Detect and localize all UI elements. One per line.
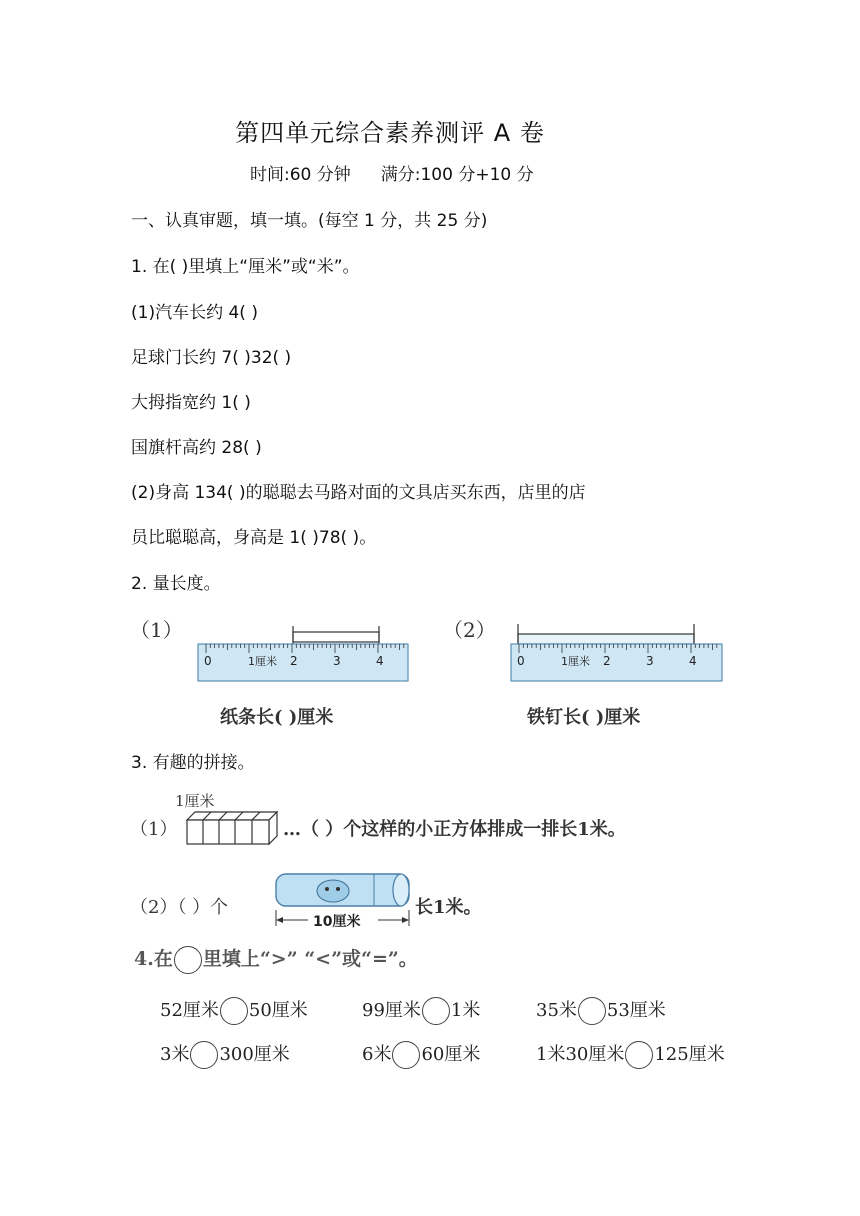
section-1-heading: 一、认真审题，填一填。(每空 1 分，共 25 分) <box>131 211 488 231</box>
q1-prompt: 1. 在( )里填上“厘米”或“米”。 <box>131 257 360 277</box>
tube-length-label: 10厘米 <box>313 914 361 930</box>
answer-circle-icon <box>174 946 202 974</box>
q1-item: 足球门长约 7( )32( ) <box>131 348 292 368</box>
cube-label: 1厘米 <box>175 792 215 810</box>
tick-label: 0 <box>204 654 212 668</box>
q1-item: 国旗杆高约 28( ) <box>131 438 262 458</box>
q3-item2-prefix: （2）（ ）个 <box>130 897 229 918</box>
tick-label: 1厘米 <box>248 655 277 668</box>
compare-item <box>160 996 308 1025</box>
tick-label: 2 <box>290 654 298 668</box>
q3-item1-prefix: （1） <box>130 819 178 840</box>
ruler-figure-1 <box>196 622 410 684</box>
nail <box>518 634 694 644</box>
compare-item <box>362 1040 480 1069</box>
caption-1: 纸条长( )厘米 <box>220 707 334 728</box>
paper-strip <box>293 632 379 642</box>
answer-circle[interactable] <box>422 997 450 1025</box>
compare-left: 3米 <box>160 1044 190 1065</box>
compare-right: 50厘米 <box>248 1000 308 1021</box>
tick-label: 2 <box>603 654 611 668</box>
tick-label: 1厘米 <box>561 655 590 668</box>
fig2-label: （2） <box>443 618 496 642</box>
compare-left: 6米 <box>362 1044 392 1065</box>
tick-label: 3 <box>333 654 341 668</box>
compare-right: 125厘米 <box>654 1044 725 1065</box>
compare-left: 52厘米 <box>160 1000 219 1021</box>
compare-right: 300厘米 <box>219 1044 290 1065</box>
q1-item: (1)汽车长约 4( ) <box>131 303 258 323</box>
compare-left: 99厘米 <box>362 1000 421 1021</box>
tick-label: 0 <box>517 654 525 668</box>
compare-left: 1米30厘米 <box>536 1044 625 1065</box>
answer-circle[interactable] <box>625 1041 653 1069</box>
compare-item <box>536 996 666 1025</box>
ruler-figure-2 <box>509 622 723 684</box>
q2-prompt: 2. 量长度。 <box>131 574 221 594</box>
q3-prompt: 3. 有趣的拼接。 <box>131 753 255 773</box>
q4-prompt-suffix: 里填上“>” “<”或“=”。 <box>202 948 418 970</box>
compare-item <box>160 1040 290 1069</box>
compare-right: 53厘米 <box>606 1000 666 1021</box>
compare-left: 35米 <box>536 1000 577 1021</box>
compare-item <box>362 996 480 1025</box>
q1-item: 员比聪聪高，身高是 1( )78( )。 <box>131 528 377 548</box>
tick-label: 3 <box>646 654 654 668</box>
tube-figure <box>270 868 415 932</box>
cube-row <box>183 808 283 848</box>
q4-prompt <box>134 944 418 974</box>
bear-icon <box>317 880 349 902</box>
compare-right: 60厘米 <box>421 1044 481 1065</box>
tick-label: 4 <box>689 654 697 668</box>
answer-circle[interactable] <box>220 997 248 1025</box>
answer-circle[interactable] <box>190 1041 218 1069</box>
exam-info <box>250 160 564 185</box>
compare-item <box>536 1040 725 1069</box>
answer-circle[interactable] <box>392 1041 420 1069</box>
q4-prompt-prefix: 4.在 <box>134 948 173 970</box>
fig1-label: （1） <box>130 618 183 642</box>
q1-item: (2)身高 134( )的聪聪去马路对面的文具店买东西，店里的店 <box>131 483 586 503</box>
tick-label: 4 <box>376 654 384 668</box>
page-title: 第四单元综合素养测评 A 卷 <box>235 119 545 147</box>
full-score: 满分:100 分+10 分 <box>380 165 534 185</box>
compare-right: 1米 <box>450 1000 481 1021</box>
q1-item: 大拇指宽约 1( ) <box>131 393 251 413</box>
q3-item1-text: …（ ）个这样的小正方体排成一排长1米。 <box>283 819 626 840</box>
caption-2: 铁钉长( )厘米 <box>527 707 641 728</box>
answer-circle[interactable] <box>578 997 606 1025</box>
time-limit: 时间:60 分钟 <box>250 165 351 185</box>
q3-item2-suffix: 长1米。 <box>415 897 482 918</box>
